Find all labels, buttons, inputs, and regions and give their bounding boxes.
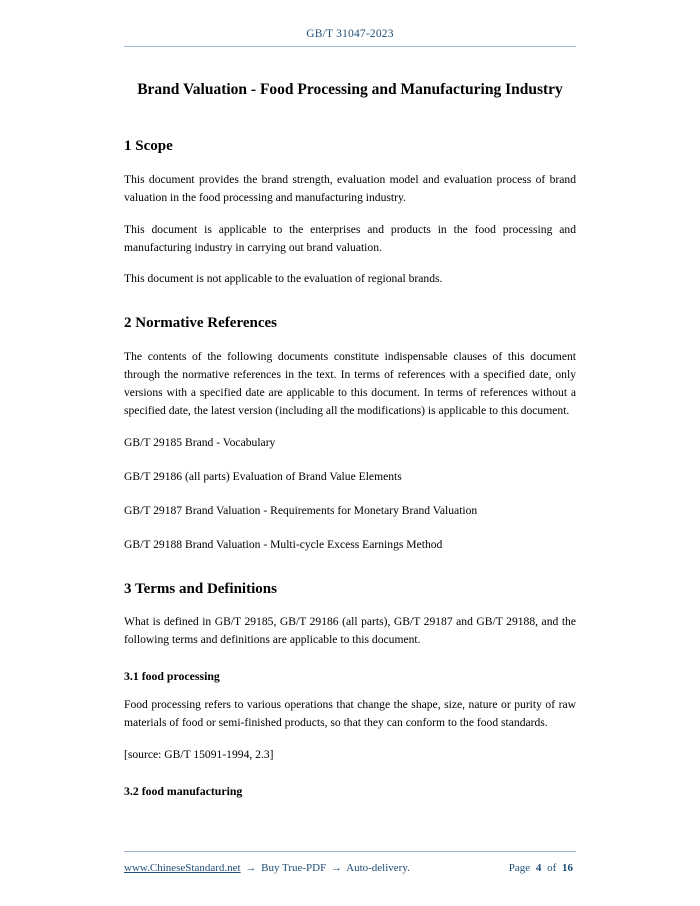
reference-item: GB/T 29187 Brand Valuation - Requirements for Monetary Brand Valuation	[124, 503, 478, 517]
page-indicator	[509, 862, 576, 874]
section-heading-terms-and-definitions: 3 Terms and Definitions	[124, 580, 277, 597]
scope-paragraph-3: This document is not applicable to the evaluation of regional brands.	[124, 272, 443, 286]
page-number: 4	[535, 862, 542, 874]
footer-divider	[124, 851, 576, 852]
food-processing-source: [source: GB/T 15091-1994, 2.3]	[124, 748, 274, 762]
site-link[interactable]: www.ChineseStandard.net	[124, 862, 241, 874]
buy-true-pdf-text[interactable]: Buy True-PDF	[261, 862, 327, 874]
footer-row	[124, 862, 576, 874]
food-processing-definition: Food processing refers to various operations that change the shape, size, nature or purity of raw materials of food or semi-finished products, so that they can conform to the food standards.	[124, 698, 576, 730]
scope-paragraph-2: This document is applicable to the enterprises and products in the food processing and manufacturing industry in carrying out brand valuation.	[124, 222, 576, 254]
arrow-right-icon: →	[245, 862, 257, 874]
scope-paragraph-1: This document provides the brand strength, evaluation model and evaluation process of brand valuation in the food processing and manufacturing industry.	[124, 172, 576, 204]
page-footer	[124, 851, 576, 874]
reference-item: GB/T 29186 (all parts) Evaluation of Brand Value Elements	[124, 469, 402, 483]
header-standard-code: GB/T 31047-2023	[306, 28, 394, 40]
header-divider	[124, 46, 576, 47]
page-label: Page	[508, 862, 531, 874]
terms-paragraph-1: What is defined in GB/T 29185, GB/T 29186 (all parts), GB/T 29187 and GB/T 29188, and the following terms and definitions are applicable to this document.	[124, 615, 576, 647]
of-label: of	[547, 862, 557, 874]
subsection-heading-food-processing: 3.1 food processing	[124, 669, 220, 684]
section-heading-normative-references: 2 Normative References	[124, 315, 277, 332]
page-title: Brand Valuation - Food Processing and Manufacturing Industry	[137, 81, 563, 98]
normative-references-paragraph-1: The contents of the following documents constitute indispensable clauses of this document through the normative references in the text. In terms of references with a specified date, only versions with a specified date are applicable to this document. In terms of references without a specified date, the latest version (including all the modifications) is applicable to this document.	[124, 349, 576, 417]
auto-delivery-text: Auto-delivery.	[346, 862, 410, 874]
arrow-right-icon: →	[330, 862, 342, 874]
subsection-heading-food-manufacturing: 3.2 food manufacturing	[124, 784, 243, 799]
footer-promo	[124, 862, 410, 874]
page-total: 16	[562, 862, 573, 874]
reference-item: GB/T 29188 Brand Valuation - Multi-cycle Excess Earnings Method	[124, 537, 443, 551]
reference-item: GB/T 29185 Brand - Vocabulary	[124, 435, 276, 449]
section-heading-scope: 1 Scope	[124, 138, 173, 155]
